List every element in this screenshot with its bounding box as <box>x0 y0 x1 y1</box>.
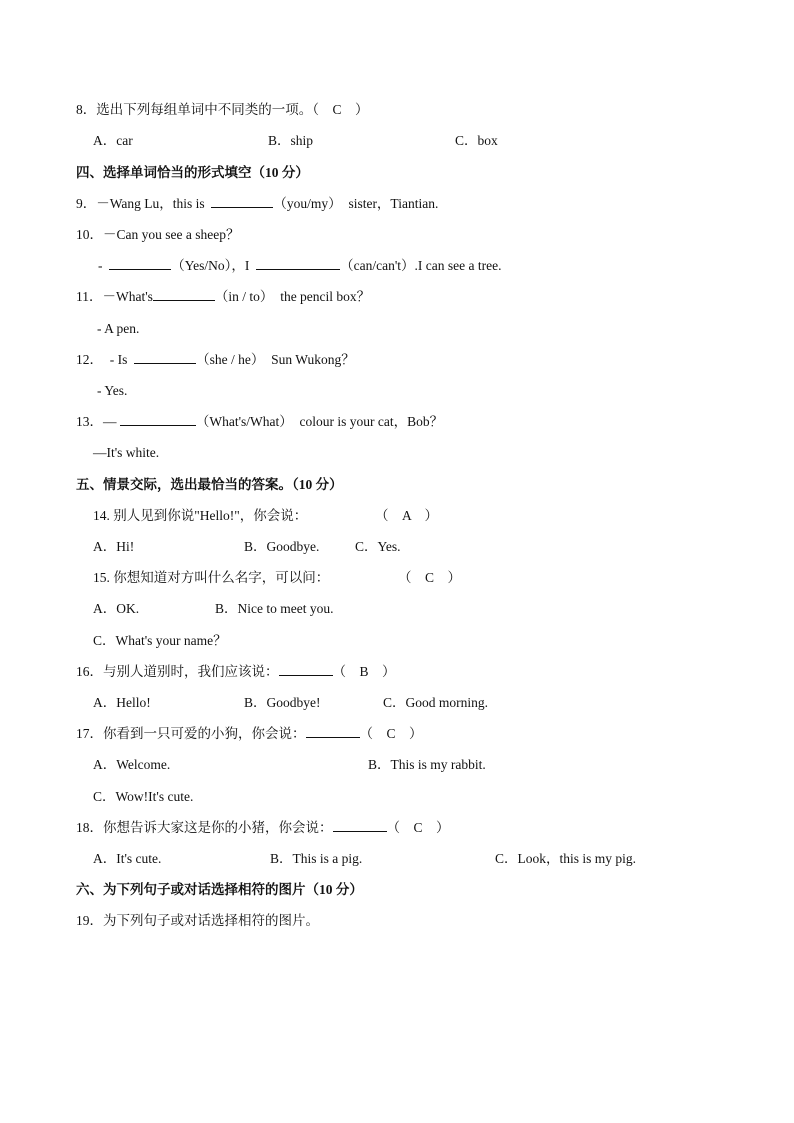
q11-answer: - A pen. <box>97 321 140 336</box>
q16-option-c: C．Good morning. <box>383 695 489 710</box>
q17-blank <box>306 725 360 738</box>
q13-line <box>76 413 443 431</box>
q11-choice: （in / to） <box>214 289 274 304</box>
q16-option-a: A．Hello! <box>93 695 151 710</box>
q10-blank-2 <box>256 257 340 270</box>
q18-stem: 18．你想告诉大家这是你的小猪，你会说： <box>76 820 333 835</box>
q10-line2 <box>98 257 501 275</box>
q18-option-c: C．Look，this is my pig. <box>495 851 637 866</box>
q11-line <box>76 288 370 306</box>
q18-option-b: B．This is a pig. <box>270 851 363 866</box>
section-4-title: 四、选择单词恰当的形式填空（10 分） <box>76 165 309 180</box>
q12-choice: （she / he） <box>196 352 265 367</box>
q15-option-a: A．OK. <box>93 601 140 616</box>
q16-option-b: B．Goodbye! <box>244 695 321 710</box>
q17-option-c: C．Wow!It's cute. <box>93 789 194 804</box>
q10-choice1: （Yes/No），I <box>171 258 250 273</box>
q18-option-a: A．It's cute. <box>93 851 162 866</box>
q15-answer: （ C ） <box>398 570 462 585</box>
q14-option-b: B．Goodbye. <box>244 539 320 554</box>
q8-option-c: C．box <box>455 133 498 148</box>
q14-option-c: C．Yes. <box>355 539 401 554</box>
q12-blank <box>134 351 196 364</box>
q16-blank <box>279 663 333 676</box>
q15-option-c: C．What's your name？ <box>93 633 227 648</box>
q13-suffix: colour is your cat，Bob？ <box>299 414 444 429</box>
q17-option-a: A．Welcome. <box>93 757 171 772</box>
q13-answer: —It's white. <box>93 445 160 460</box>
q8-stem: 8．选出下列每组单词中不同类的一项。（ C ） <box>76 102 369 117</box>
q13-prefix: 13．— <box>76 414 117 429</box>
q13-choice: （What's/What） <box>195 414 293 429</box>
q14-answer: （ A ） <box>375 508 439 523</box>
q9-suffix: sister，Tiantian. <box>348 196 439 211</box>
q8-option-a: A．car <box>93 133 133 148</box>
q10-blank-1 <box>109 257 171 270</box>
q17-answer: （ C ） <box>359 726 423 741</box>
q12-prefix: 12． - Is <box>76 352 128 367</box>
q9-choice: （you/my） <box>273 196 342 211</box>
q14-option-a: A．Hi! <box>93 539 135 554</box>
section-6-title: 六、为下列句子或对话选择相符的图片（10 分） <box>76 882 363 897</box>
section-5-title: 五、情景交际，选出最恰当的答案。（10 分） <box>76 477 343 492</box>
q9-line <box>76 195 438 213</box>
q17-stem: 17．你看到一只可爱的小狗，你会说： <box>76 726 306 741</box>
q17-option-b: B．This is my rabbit. <box>368 757 486 772</box>
q15-stem: 15. 你想知道对方叫什么名字，可以问： <box>93 570 330 585</box>
q17-line <box>76 725 423 743</box>
q18-answer: （ C ） <box>386 820 450 835</box>
q12-line <box>76 351 355 369</box>
q10-dash: - <box>98 258 103 273</box>
q18-blank <box>333 819 387 832</box>
q9-blank <box>211 195 273 208</box>
q11-suffix: the pencil box？ <box>280 289 371 304</box>
q10-line1: 10．－Can you see a sheep？ <box>76 227 240 242</box>
q8-option-b: B．ship <box>268 133 314 148</box>
q9-prefix: 9．－Wang Lu，this is <box>76 196 205 211</box>
q16-answer: （ B ） <box>332 664 396 679</box>
q12-answer: - Yes. <box>97 383 128 398</box>
q11-blank <box>153 288 215 301</box>
q19-stem: 19．为下列句子或对话选择相符的图片。 <box>76 913 319 928</box>
q12-suffix: Sun Wukong？ <box>271 352 355 367</box>
q13-blank <box>120 413 196 426</box>
q16-line <box>76 663 396 681</box>
q18-line <box>76 819 450 837</box>
q10-choice2: （can/can't）.I can see a tree. <box>340 258 502 273</box>
q16-stem: 16．与别人道别时，我们应该说： <box>76 664 279 679</box>
q11-prefix: 11．－What's <box>76 289 153 304</box>
q15-option-b: B．Nice to meet you. <box>215 601 334 616</box>
q14-stem: 14. 别人见到你说"Hello!"，你会说： <box>93 508 308 523</box>
